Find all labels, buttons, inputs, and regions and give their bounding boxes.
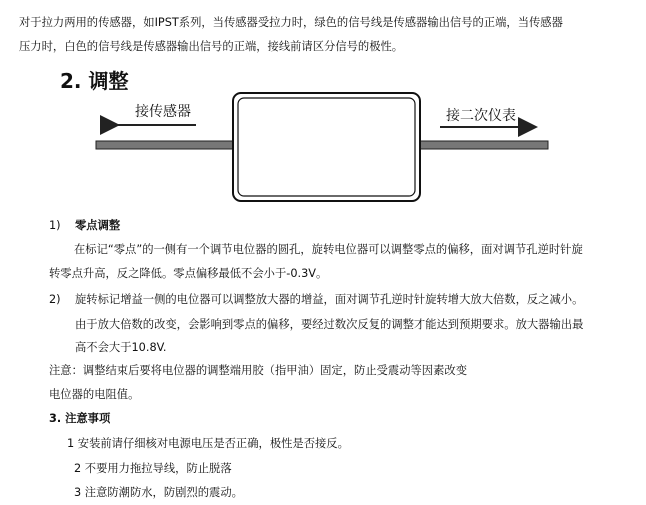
note-line-1: 注意：调整结束后要将电位器的调整端用胶（指甲油）固定，防止受震动等因素改变 [49, 364, 467, 377]
item-1-marker: 1) [49, 219, 61, 232]
right-label: 接二次仪表 [446, 108, 516, 124]
item-2-line-2: 由于放大倍数的改变，会影响到零点的偏移，要经过数次反复的调整才能达到预期要求。放大器输出最 [75, 318, 584, 331]
item-2-line-1: 旋转标记增益一侧的电位器可以调整放大器的增益，面对调节孔逆时针旋转增大放大倍数，反之减小。 [75, 293, 584, 306]
section-2-heading: 2. 调整 [60, 69, 129, 93]
item-2-line-3: 高不会大于10.8V. [75, 341, 167, 354]
left-label: 接传感器 [135, 104, 191, 120]
item-1-line-2: 转零点升高，反之降低。零点偏移最低不会小于-0.3V。 [49, 267, 328, 280]
intro-line-2: 压力时，白色的信号线是传感器输出信号的正端，接线前请区分信号的极性。 [19, 40, 404, 53]
notice-item-3: 3 注意防潮防水，防剧烈的震动。 [74, 486, 243, 499]
right-cable [420, 141, 548, 149]
intro-line-1: 对于拉力两用的传感器，如IPST系列，当传感器受拉力时，绿色的信号线是传感器输出信号的正端，当传感器 [19, 16, 563, 29]
wiring-diagram [0, 0, 646, 220]
amplifier-box [233, 93, 420, 201]
note-line-2: 电位器的电阻值。 [49, 388, 140, 401]
section-3-heading: 3. 注意事项 [49, 412, 111, 425]
item-1-line-1: 在标记“零点”的一侧有一个调节电位器的圆孔，旋转电位器可以调整零点的偏移，面对调节孔逆时针旋 [74, 243, 583, 256]
notice-item-2: 2 不要用力拖拉导线，防止脱落 [74, 462, 232, 475]
item-2-marker: 2) [49, 293, 61, 306]
item-1-title: 零点调整 [75, 219, 121, 232]
left-cable [96, 141, 234, 149]
notice-item-1: 1 安装前请仔细核对电源电压是否正确，极性是否接反。 [67, 437, 349, 450]
